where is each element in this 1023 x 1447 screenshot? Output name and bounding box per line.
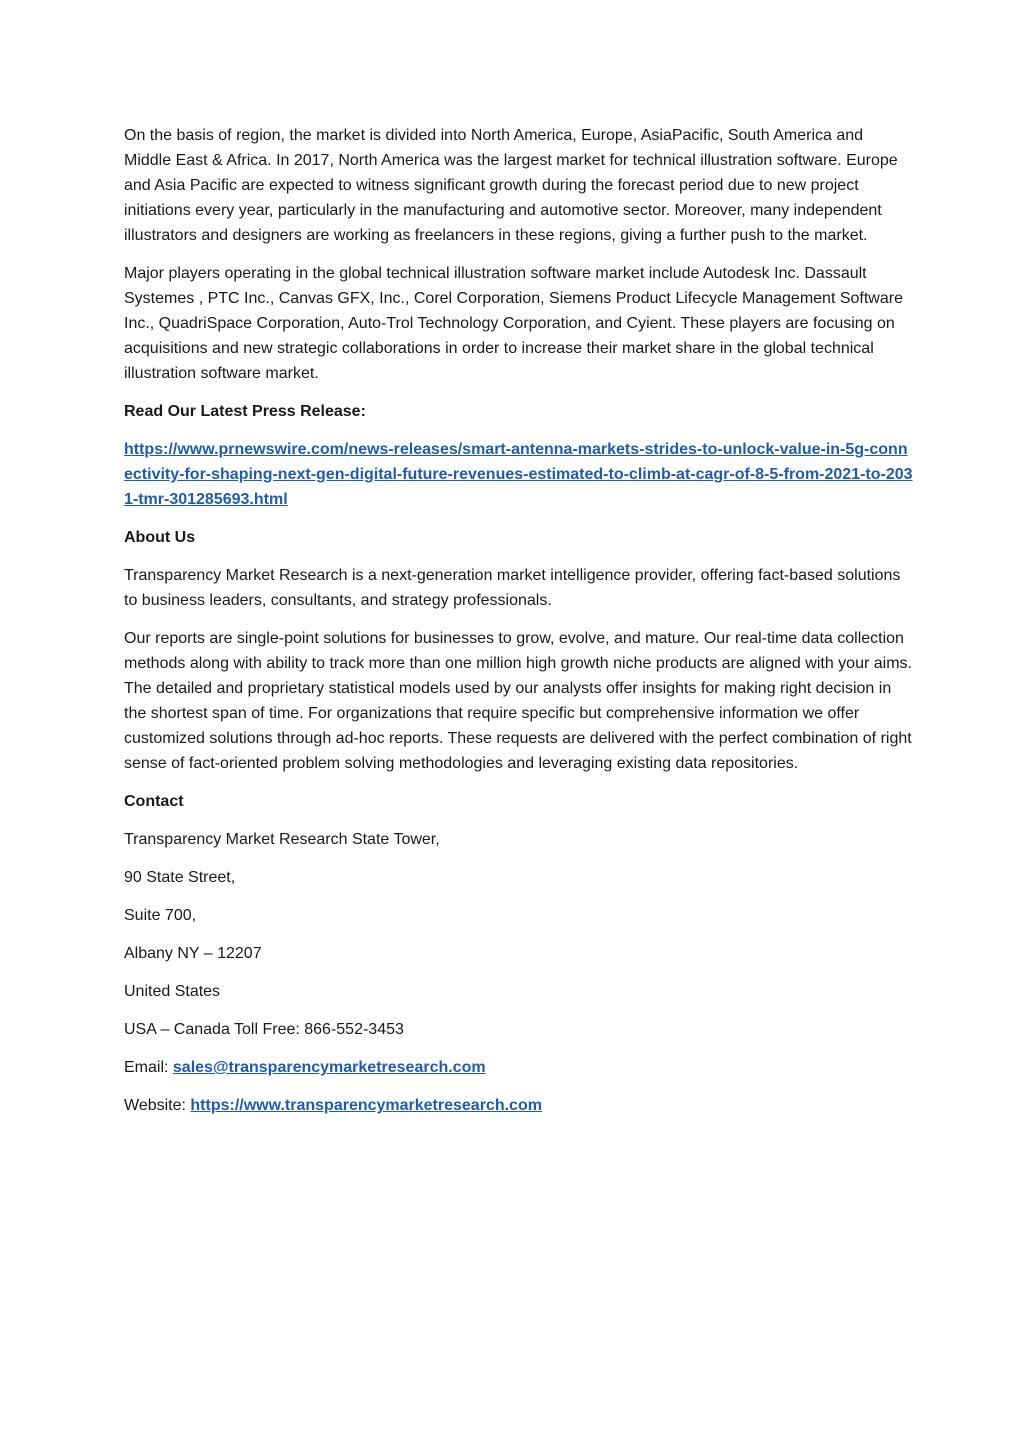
- website-label: Website:: [124, 1097, 191, 1114]
- contact-website-line: [124, 1093, 914, 1118]
- contact-suite: Suite 700,: [124, 907, 197, 924]
- players-paragraph: Major players operating in the global technical illustration software market include Autodesk Inc. Dassault Systemes , PTC Inc., Canvas GFX, Inc., Corel Corporation, Siemens Product Lifecycle Management Software Inc., QuadriSpace Corporation, Auto-Trol Technology Corporation, and Cyient. These players are focusing on acquisitions and new strategic collaborations in order to increase their market share in the global technical illustration software market.: [124, 265, 903, 382]
- contact-country: United States: [124, 983, 221, 1000]
- document-page: [124, 123, 914, 1131]
- press-release-link-container: [124, 437, 914, 512]
- contact-heading: Contact: [124, 793, 184, 810]
- press-release-heading: Read Our Latest Press Release:: [124, 403, 366, 420]
- website-link[interactable]: https://www.transparencymarketresearch.com: [190, 1097, 542, 1114]
- contact-toll-free: USA – Canada Toll Free: 866-552-3453: [124, 1021, 404, 1038]
- email-label: Email:: [124, 1059, 173, 1076]
- email-link[interactable]: sales@transparencymarketresearch.com: [172, 1059, 486, 1076]
- about-reports-paragraph: Our reports are single-point solutions for businesses to grow, evolve, and mature. Our real-time data collection methods along with ability to track more than one million high growth niche products are aligned with your aims. The detailed and proprietary statistical models used by our analysts offer insights for making right decision in the shortest span of time. For organizations that require specific but comprehensive information we offer customized solutions through ad-hoc reports. These requests are delivered with the perfect combination of right sense of fact-oriented problem solving methodologies and leveraging existing data repositories.: [124, 630, 912, 772]
- press-release-link[interactable]: https://www.prnewswire.com/news-releases/smart-antenna-markets-strides-to-unlock-value-in-5g-connectivity-for-shaping-next-gen-digital-future-revenues-estimated-to-climb-at-cagr-of-8-5-from-2021-to-2031-tmr-301285693.html: [124, 441, 913, 508]
- about-us-heading: About Us: [124, 529, 196, 546]
- contact-company: Transparency Market Research State Tower,: [124, 831, 440, 848]
- contact-email-line: [124, 1055, 914, 1080]
- about-intro-paragraph: Transparency Market Research is a next-generation market intelligence provider, offering fact-based solutions to business leaders, consultants, and strategy professionals.: [124, 567, 901, 609]
- region-paragraph: On the basis of region, the market is divided into North America, Europe, AsiaPacific, South America and Middle East & Africa. In 2017, North America was the largest market for technical illustration software. Europe and Asia Pacific are expected to witness significant growth during the forecast period due to new project initiations every year, particularly in the manufacturing and automotive sector. Moreover, many independent illustrators and designers are working as freelancers in these regions, giving a further push to the market.: [124, 127, 898, 244]
- contact-city: Albany NY – 12207: [124, 945, 262, 962]
- contact-street: 90 State Street,: [124, 869, 236, 886]
